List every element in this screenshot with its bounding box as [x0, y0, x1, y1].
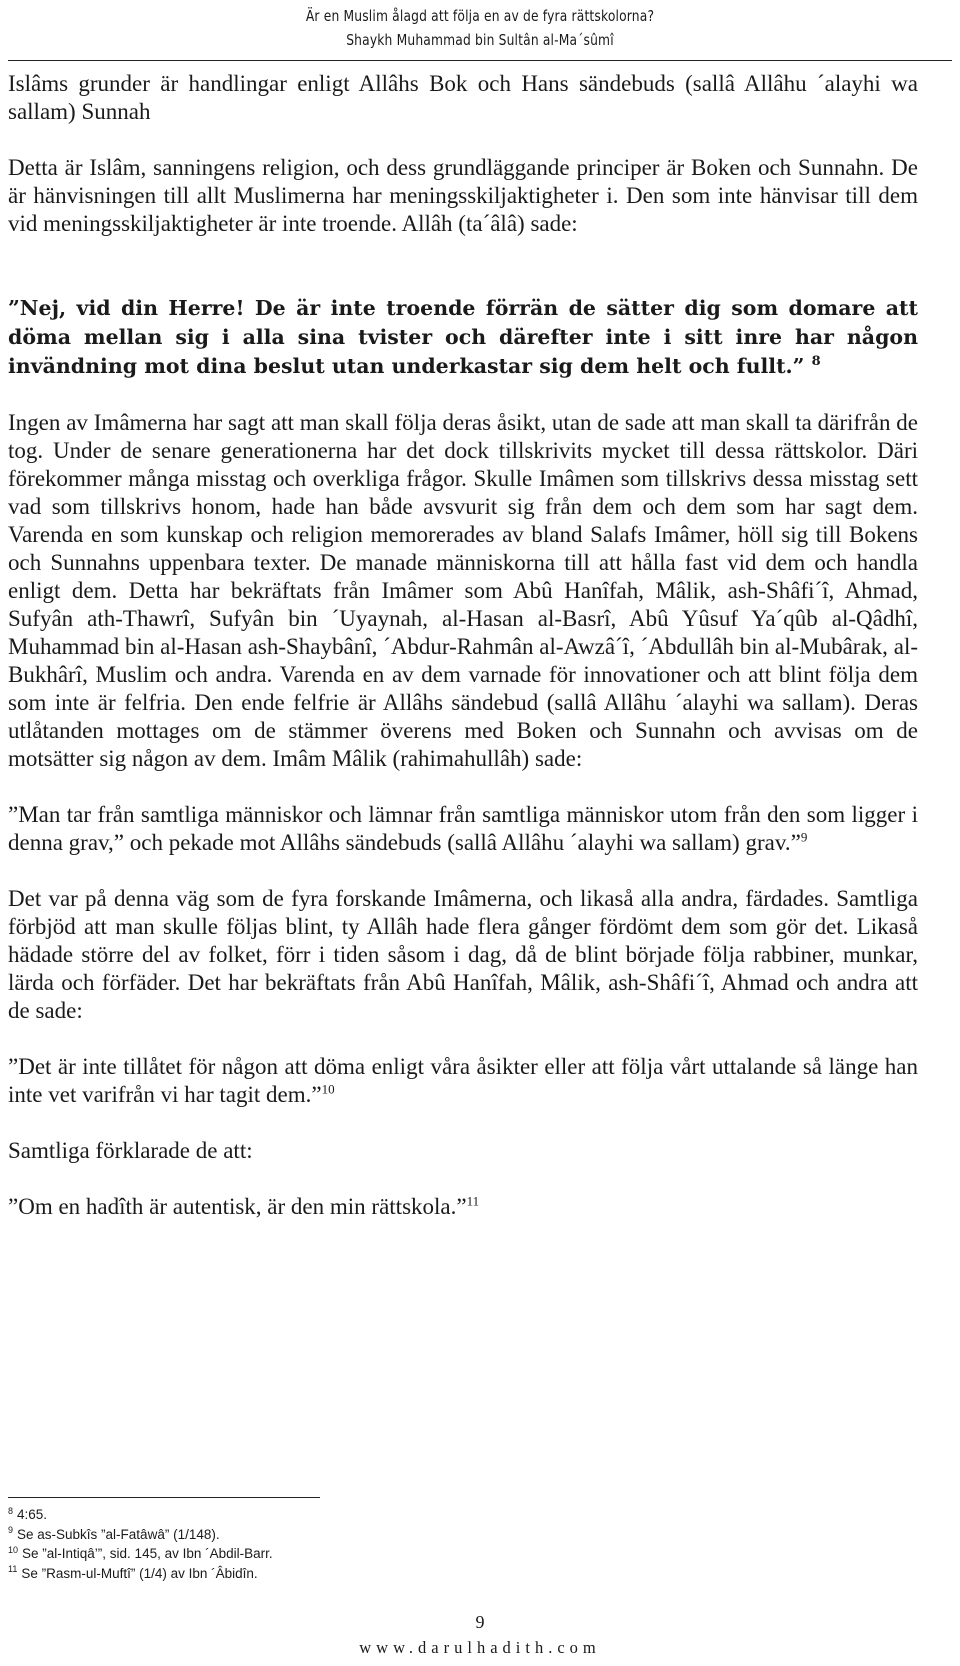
- website-link[interactable]: www.darulhadith.com: [359, 1638, 601, 1657]
- footnote-number: 8: [8, 1505, 14, 1516]
- header-title: Är en Muslim ålagd att följa en av de fyra rättskolorna?: [305, 7, 655, 25]
- paragraph-5: Samtliga förklarade de att:: [8, 1138, 253, 1163]
- footnote-text: Se as-Subkîs ”al-Fatâwâ” (1/148).: [17, 1526, 220, 1542]
- footnotes: [8, 1505, 608, 1583]
- quote-2-text: ”Man tar från samtliga människor och lämnar från samtliga människor utom från den som ligger i denna grav,” och pekade mot Allâhs sändebuds (sallâ Allâhu ´alayhi wa sallam) grav.”: [8, 802, 918, 855]
- paragraph-4: Det var på denna väg som de fyra forskande Imâmerna, och likaså alla andra, färdades. Samtliga förbjöd att man skulle följas blint, ty Allâh hade flera gånger fördömt dem som gör det. Likaså hädade större del av folket, förr i tiden såsom i dag, då de blint började följa rabbiner, munkar, lärda och förfäder. Det har bekräftats från Abû Hanîfah, Mâlik, ash-Shâfi´î, Ahmad och andra att de sade:: [8, 886, 918, 1023]
- footnote-text: Se ”Rasm-ul-Muftî” (1/4) av Ibn ´Âbidîn.: [21, 1565, 258, 1581]
- quote-3: [8, 1053, 918, 1109]
- footnote-item: [8, 1505, 608, 1525]
- header-rule: [8, 60, 952, 61]
- quote-1: [8, 294, 918, 381]
- footnote-number: 11: [8, 1564, 18, 1574]
- quote-4: [8, 1193, 918, 1221]
- footnote-text: 4:65.: [17, 1507, 48, 1522]
- footnote-rule: [8, 1497, 320, 1498]
- quote-1-text: ”Nej, vid din Herre! De är inte troende förrän de sätter dig som domare att döma mellan sig i alla sina tvister och därefter inte i sitt inre har någon invändning mot dina beslut utan underkastar sig dem helt och fullt.”: [8, 296, 918, 378]
- body-text: [8, 70, 918, 1221]
- footnote-ref-9[interactable]: 9: [800, 829, 808, 845]
- footnote-item: [8, 1525, 608, 1545]
- quote-4-text: ”Om en hadîth är autentisk, är den min rättskola.”: [8, 1194, 467, 1219]
- page-header: [86, 4, 873, 52]
- footnote-ref-11[interactable]: 11: [466, 1193, 480, 1209]
- footnote-item: [8, 1544, 608, 1564]
- paragraph-1: Islâms grunder är handlingar enligt Allâhs Bok och Hans sändebuds (sallâ Allâhu ´alayhi wa sallam) Sunnah: [8, 71, 918, 124]
- footnote-number: 10: [8, 1544, 19, 1555]
- paragraph-3: Ingen av Imâmerna har sagt att man skall följa deras åsikt, utan de sade att man skall ta därifrån de tog. Under de senare generationerna har det dock tillskrivits mycket till dessa rättskolor. Däri förekommer många misstag och overkliga frågor. Skulle Imâmen som tillskrivs dessa misstag sett vad som tillskrivs honom, hade han både avsvurit sig från dem och dem som har sagt dem. Varenda en som kunskap och religion memorerades av bland Salafs Imâmer, höll sig till Bokens och Sunnahns uppenbara texter. De manade människorna till att hålla fast vid dem och handla enligt dem. Detta har bekräftats från Imâmer som Abû Hanîfah, Mâlik, ash-Shâfi´î, Ahmad, Sufyân ath-Thawrî, Sufyân bin ´Uyaynah, al-Hasan al-Basrî, Abû Yûsuf Ya´qûb al-Qâdhî, Muhammad bin al-Hasan ash-Shaybânî, ´Abdur-Rahmân al-Awzâ´î, ´Abdullâh bin al-Mubârak, al-Bukhârî, Muslim och andra. Varenda en av dem varnade för innovationer och att blint följa dem som inte är felfria. Den ende felfrie är Allâhs sändebud (sallâ Allâhu ´alayhi wa sallam). Deras utlåtanden mottages om de stämmer överens med Boken och Sunnahn och avvisas om de motsätter sig någon av dem. Imâm Mâlik (rahimahullâh) sade:: [8, 410, 918, 771]
- quote-2: [8, 801, 918, 857]
- footnote-ref-8[interactable]: 8: [811, 354, 821, 370]
- footnote-number: 9: [8, 1525, 14, 1535]
- header-author: Shaykh Muhammad bin Sultân al-Ma´sûmî: [346, 31, 614, 49]
- footnote-text: Se ”al-Intiqâ’”, sid. 145, av Ibn ´Abdil-Barr.: [22, 1546, 273, 1561]
- paragraph-2: Detta är Islâm, sanningens religion, och dess grundläggande principer är Boken och Sunnahn. De är hänvisningen till allt Muslimerna har meningsskiljaktigheter i. Den som inte hänvisar till dem vid meningsskiljaktigheter är inte troende. Allâh (ta´âlâ) sade:: [8, 155, 918, 236]
- footnote-item: [8, 1564, 608, 1584]
- footnote-ref-10[interactable]: 10: [321, 1081, 335, 1097]
- page-number: 9: [475, 1612, 485, 1632]
- quote-3-text: ”Det är inte tillåtet för någon att döma enligt våra åsikter eller att följa vårt uttalande så länge han inte vet varifrån vi har tagit dem.”: [8, 1054, 918, 1107]
